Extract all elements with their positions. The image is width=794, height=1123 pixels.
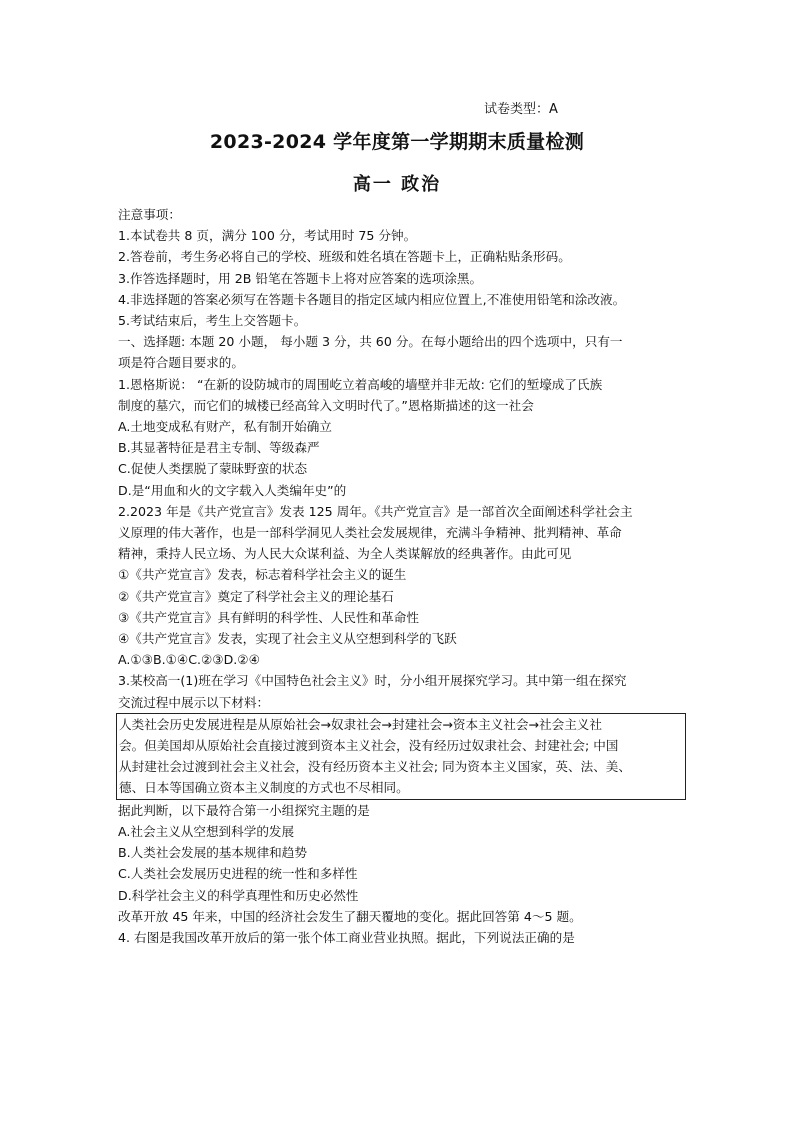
q3-stem-line-1: 3.某校高一(1)班在学习《中国特色社会主义》时，分小组开展探究学习。其中第一组在探究 [118,673,627,689]
note-item-2: 2.答卷前，考生务必将自己的学校、班级和姓名填在答题卡上，正确粘贴条形码。 [118,249,571,265]
q2-statement-4: ④《共产党宣言》发表，实现了社会主义从空想到科学的飞跃 [118,631,457,647]
notes-heading: 注意事项： [118,207,181,222]
q3-material-box [116,713,686,800]
note-item-1: 1.本试卷共 8 页，满分 100 分，考试用时 75 分钟。 [118,228,417,244]
q2-statement-2: ②《共产党宣言》奠定了科学社会主义的理论基石 [118,588,394,604]
q2-statement-3: ③《共产党宣言》具有鲜明的科学性、人民性和革命性 [118,609,419,625]
subject-title: 高一 政治 [352,174,442,195]
q1-option-a: A.土地变成私有财产，私有制开始确立 [118,419,332,435]
q1-option-c: C.促使人类摆脱了蒙昧野蛮的状态 [118,461,308,477]
q1-stem-line-2: 制度的墓穴，而它们的城楼已经高耸入文明时代了。”恩格斯描述的这一社会 [118,397,534,413]
note-item-5: 5.考试结束后，考生上交答题卡。 [118,313,307,329]
exam-title: 2023-2024 学年度第一学期期末质量检测 [209,131,585,153]
q3-question: 据此判断，以下最符合第一小组探究主题的是 [118,802,370,818]
q3-option-d: D.科学社会主义的科学真理性和历史必然性 [118,887,359,903]
q3-material-line-3: 从封建社会过渡到社会主义社会，没有经历资本主义社会; 同为资本主义国家，英、法、美、 [119,759,631,775]
q1-option-b: B.其显著特征是君主专制、等级森严 [118,440,320,456]
q2-stem-line-1: 2.2023 年是《共产党宣言》发表 125 周年。《共产党宣言》是一部首次全面阐述科学社会主 [118,503,633,519]
q1-option-d: D.是“用血和火的文字载入人类编年史”的 [118,482,347,498]
q2-stem-line-2: 义原理的伟大著作，也是一部科学洞见人类社会发展规律，充满斗争精神、批判精神、革命 [118,525,622,541]
q4-stem: 4. 右图是我国改革开放后的第一张个体工商业营业执照。据此，下列说法正确的是 [118,929,575,945]
q2-options: A.①③B.①④C.②③D.②④ [118,652,260,668]
exam-content [118,204,684,948]
note-item-4: 4.非选择题的答案必须写在答题卡各题目的指定区域内相应位置上,不准使用铅笔和涂改液。 [118,291,626,307]
q4-5-intro: 改革开放 45 年来，中国的经济社会发生了翻天覆地的变化。据此回答第 4～5 题。 [118,908,582,924]
q1-stem-line-1: 1.恩格斯说： “在新的设防城市的周围屹立着高峻的墙壁并非无故: 它们的堑壕成了氏族 [118,376,603,392]
q3-option-c: C.人类社会发展历史进程的统一性和多样性 [118,866,358,882]
q3-material-line-1: 人类社会历史发展进程是从原始社会→奴隶社会→封建社会→资本主义社会→社会主义社 [119,716,602,732]
q3-stem-line-2: 交流过程中展示以下材料： [118,694,270,710]
q2-statement-1: ①《共产党宣言》发表，标志着科学社会主义的诞生 [118,567,407,583]
q3-material-line-2: 会。但美国却从原始社会直接过渡到资本主义社会，没有经历过奴隶社会、封建社会; 中国 [119,738,619,754]
note-item-3: 3.作答选择题时，用 2B 铅笔在答题卡上将对应答案的选项涂黑。 [118,270,483,286]
section-heading-line-1: 一、选择题: 本题 20 小题， 每小题 3 分，共 60 分。在每小题给出的四个选项中，只有一 [118,334,623,350]
section-heading-line-2: 项是符合题目要求的。 [118,355,244,371]
paper-type-label: 试卷类型：A [484,102,558,117]
q3-option-b: B.人类社会发展的基本规律和趋势 [118,845,307,861]
q3-option-a: A.社会主义从空想到科学的发展 [118,823,295,839]
q3-material-line-4: 德、日本等国确立资本主义制度的方式也不尽相同。 [119,780,409,796]
q2-stem-line-3: 精神，秉持人民立场、为人民大众谋利益、为全人类谋解放的经典著作。由此可见 [118,546,572,562]
